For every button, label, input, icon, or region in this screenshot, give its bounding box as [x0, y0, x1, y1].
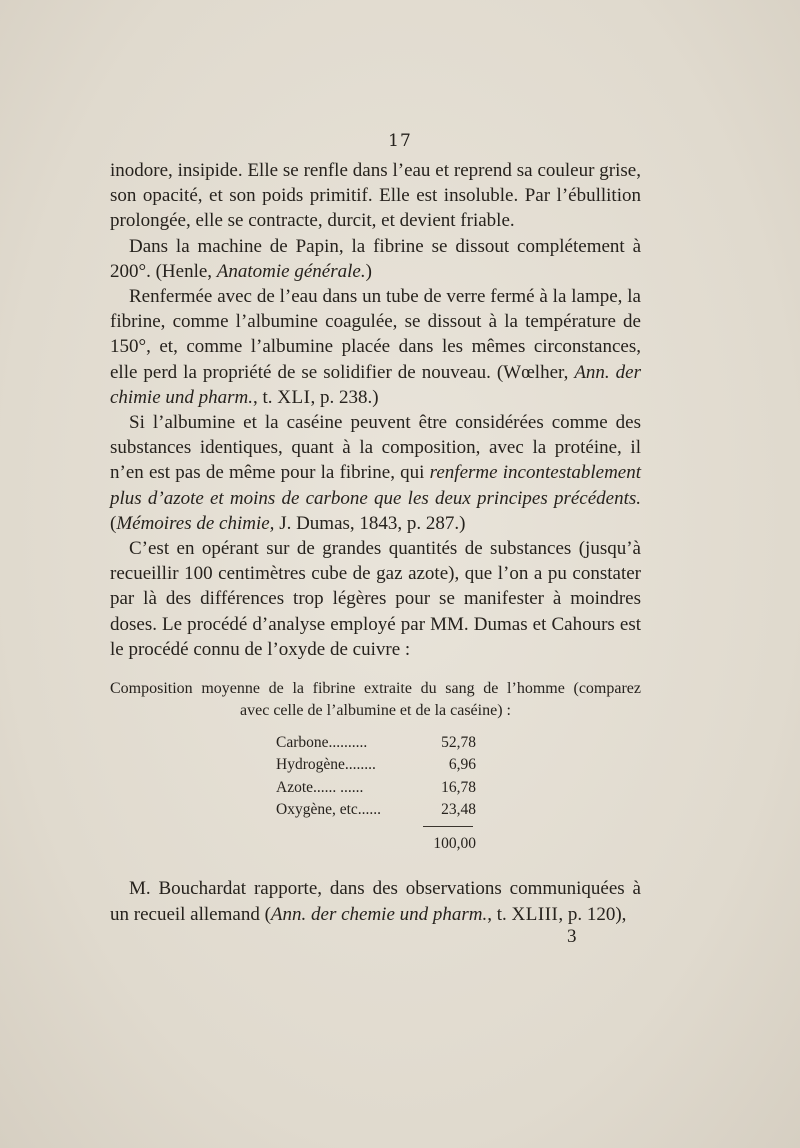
paragraph-3-end: , t. — [253, 386, 278, 408]
sum-rule — [423, 826, 473, 827]
element-value: 6,96 — [448, 756, 476, 774]
citation-bouchardat: Ann. der chemie und pharm. — [270, 904, 488, 925]
element-name: Azote...... ...... — [276, 778, 364, 796]
table-caption — [110, 678, 641, 722]
citation-woelher: Ann. der chimie und pharm. — [110, 361, 642, 408]
paragraph-6 — [110, 876, 641, 928]
paragraph-3 — [110, 284, 641, 410]
composition-table — [276, 732, 476, 855]
table-total: 100,00 — [433, 834, 476, 852]
table-row — [276, 732, 476, 754]
paragraph-3-text: Renfermée avec de l’eau dans un tube de verre fermé à la lampe, la fibrine, comme l’albumine coagulée, se dissout à la température de 150°, et, comme l’albumine placée dans les mêmes circonstances, elle perd la propriété de se solidifier de nouveau. (Wœlher, — [110, 286, 641, 383]
citation-dumas: Mémoires de chimie, — [116, 512, 275, 534]
caption-line-1: Composition moyenne de la fibrine extraite du sang de l’homme (comparez — [110, 680, 641, 697]
paragraph-1: inodore, insipide. Elle se renfle dans l’eau et reprend sa couleur grise, son opacité, et son poids primitif. Elle est insoluble. Par l’ébullition prolongée, elle se contracte, durcit, et devient friable. — [110, 160, 641, 232]
caption-line-2: avec celle de l’albumine et de la caséine) : — [240, 702, 511, 719]
paragraph-4-paren: ( — [110, 512, 117, 534]
paragraph-5: C’est en opérant sur de grandes quantités de substances (jusqu’à recueillir 100 centimètres cube de gaz azote), que l’on a pu constater par là des différences trop légères pour se manifester à moindres doses. Le procédé d’analyse employé par MM. Dumas et Cahours est le procédé connu de l’oxyde de cuivre : — [110, 538, 641, 660]
element-value: 23,48 — [441, 801, 476, 819]
paragraph-4-end: J. Dumas, 1843, p. 287.) — [274, 512, 466, 534]
body-text — [110, 158, 641, 662]
paragraph-2 — [110, 234, 641, 284]
volume-numeral: XLI — [277, 386, 311, 408]
element-value: 16,78 — [441, 778, 476, 796]
paragraph-6-volume: , t. — [487, 904, 512, 925]
signature-mark: 3 — [567, 926, 577, 947]
paragraph-6-page: , p. 120), — [558, 904, 627, 925]
element-name: Carbone.......... — [276, 734, 368, 751]
paragraph-6-text: M. Bouchardat rapporte, dans des observations communiquées à un recueil allemand ( — [110, 878, 641, 925]
table-row — [276, 754, 476, 776]
paragraph-4 — [110, 410, 641, 536]
paragraph-2-text: Dans la machine de Papin, la fibrine se dissout complétement à 200°. (Henle, — [110, 235, 641, 282]
paragraph-4-italic: renferme incontestablement plus d’azote et moins de carbone que les deux principes précédents. — [110, 462, 642, 509]
closing-paragraph — [110, 876, 641, 928]
element-name: Hydrogène........ — [276, 756, 376, 774]
paragraph-3-page: , p. 238.) — [310, 386, 379, 408]
element-name: Oxygène, etc...... — [276, 801, 382, 819]
table-row — [276, 777, 476, 799]
volume-numeral: XLIII — [511, 904, 559, 925]
table-row — [276, 799, 476, 821]
paragraph-4-text: Si l’albumine et la caséine peuvent être considérées comme des substances identiques, quant à la composition, avec la protéine, il n’en est pas de même pour la fibrine, qui — [110, 412, 641, 484]
paragraph-2-end: ) — [365, 260, 372, 282]
citation-henle: Anatomie générale. — [216, 260, 366, 282]
page-number: 17 — [388, 131, 412, 151]
element-value: 52,78 — [441, 734, 476, 751]
